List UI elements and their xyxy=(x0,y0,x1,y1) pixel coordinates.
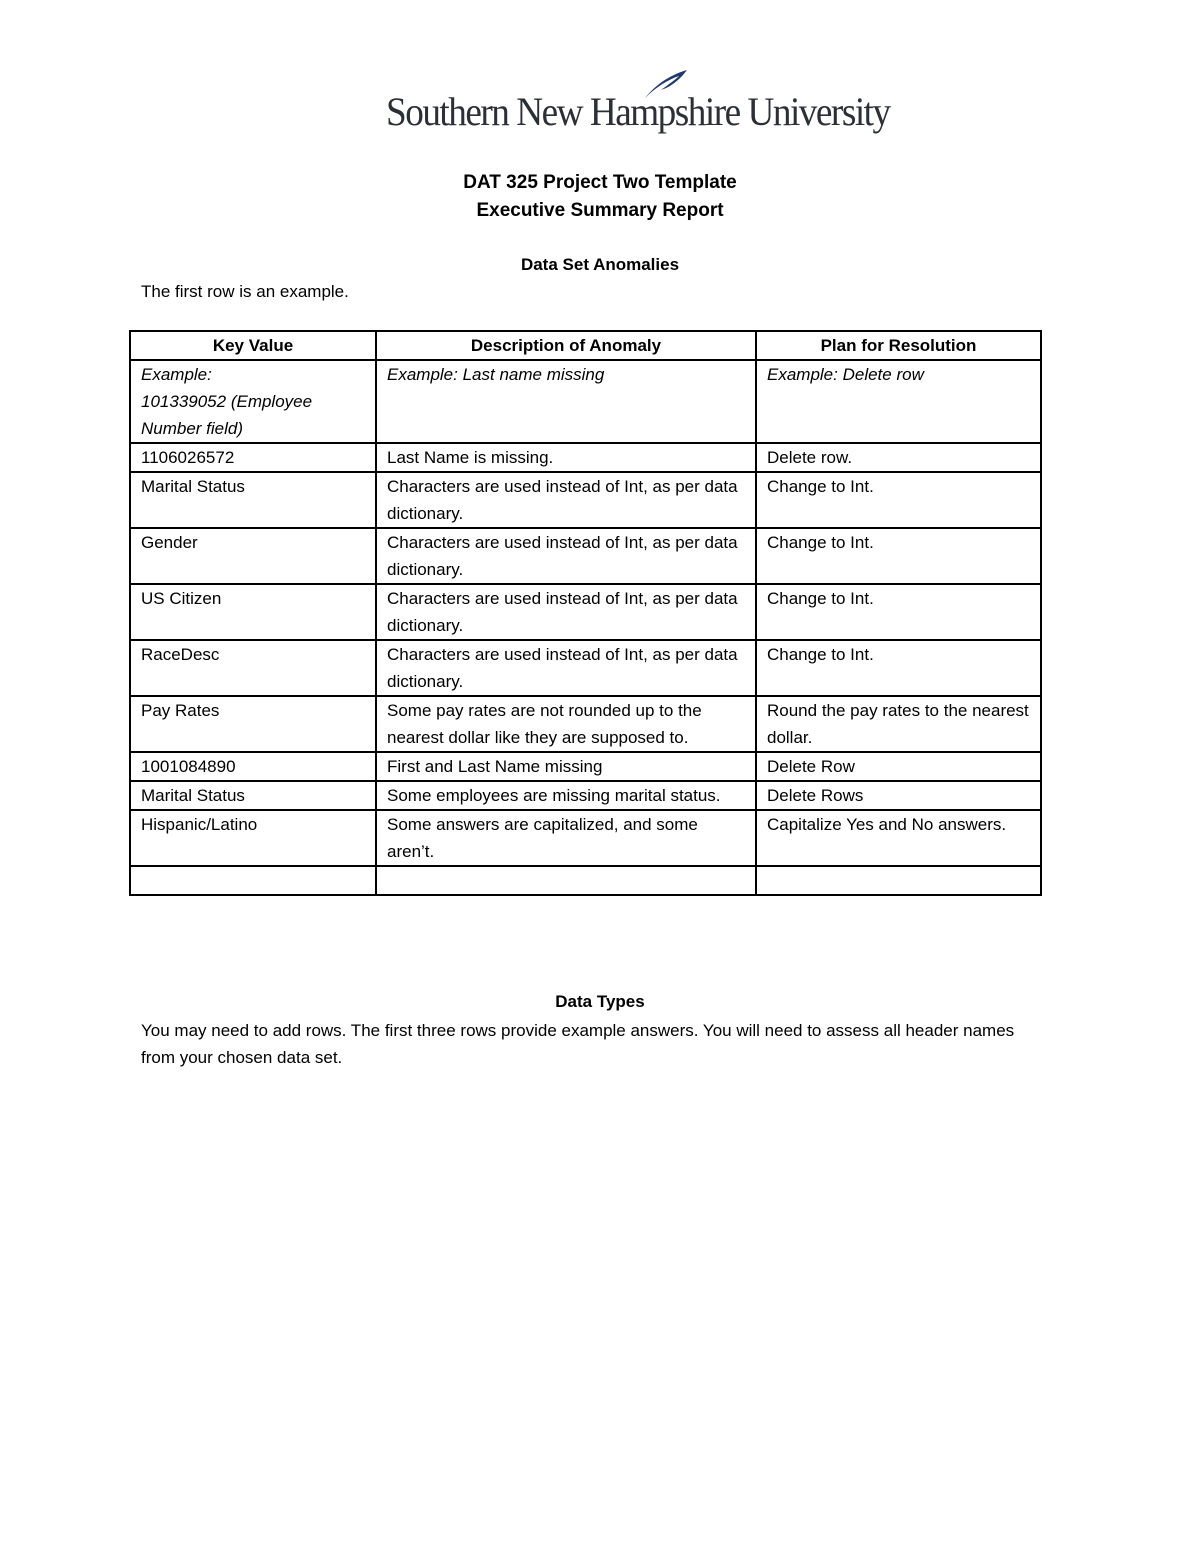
plan-cell: Change to Int. xyxy=(756,640,1041,696)
example-key-value: 101339052 (Employee Number field) xyxy=(141,392,313,438)
description-cell: Characters are used instead of Int, as per data dictionary. xyxy=(376,472,756,528)
plan-cell: Delete row. xyxy=(756,443,1041,472)
column-header-description: Description of Anomaly xyxy=(376,331,756,360)
plan-cell: Change to Int. xyxy=(756,472,1041,528)
key-value-cell: Gender xyxy=(130,528,376,584)
table-row xyxy=(130,584,1041,640)
plan-cell: Delete Rows xyxy=(756,781,1041,810)
table-row xyxy=(130,443,1041,472)
description-cell: Characters are used instead of Int, as per data dictionary. xyxy=(376,528,756,584)
anomalies-heading: Data Set Anomalies xyxy=(520,255,680,274)
document-title: DAT 325 Project Two Template xyxy=(463,172,737,193)
plan-cell: Change to Int. xyxy=(756,528,1041,584)
description-cell: Some pay rates are not rounded up to the nearest dollar like they are supposed to. xyxy=(376,696,756,752)
example-plan-cell: Example: Delete row xyxy=(756,360,1041,443)
empty-table-row xyxy=(130,866,1041,895)
description-cell: First and Last Name missing xyxy=(376,752,756,781)
example-key-label: Example: xyxy=(141,365,212,384)
table-row xyxy=(130,781,1041,810)
key-value-cell: Pay Rates xyxy=(130,696,376,752)
key-value-cell: RaceDesc xyxy=(130,640,376,696)
table-row xyxy=(130,810,1041,866)
anomalies-intro: The first row is an example. xyxy=(141,282,349,301)
table-row xyxy=(130,640,1041,696)
plan-cell: Change to Int. xyxy=(756,584,1041,640)
key-value-cell: 1001084890 xyxy=(130,752,376,781)
logo-wordmark: Southern New Hampshire University xyxy=(386,89,890,134)
data-types-heading: Data Types xyxy=(555,992,645,1011)
example-row xyxy=(130,360,1041,443)
empty-cell xyxy=(130,866,376,895)
table-row xyxy=(130,752,1041,781)
column-header-plan: Plan for Resolution xyxy=(756,331,1041,360)
key-value-cell: Marital Status xyxy=(130,781,376,810)
university-logo xyxy=(386,68,890,138)
description-cell: Characters are used instead of Int, as per data dictionary. xyxy=(376,584,756,640)
table-row xyxy=(130,696,1041,752)
table-row xyxy=(130,528,1041,584)
example-description-cell: Example: Last name missing xyxy=(376,360,756,443)
table-header-row xyxy=(130,331,1041,360)
description-cell: Last Name is missing. xyxy=(376,443,756,472)
description-cell: Characters are used instead of Int, as per data dictionary. xyxy=(376,640,756,696)
key-value-cell: US Citizen xyxy=(130,584,376,640)
data-types-intro: You may need to add rows. The first three rows provide example answers. You will need to assess all header names from your chosen data set. xyxy=(141,1021,1015,1067)
empty-cell xyxy=(756,866,1041,895)
table-row xyxy=(130,472,1041,528)
key-value-cell: Hispanic/Latino xyxy=(130,810,376,866)
plan-cell: Round the pay rates to the nearest dollar. xyxy=(756,696,1041,752)
description-cell: Some employees are missing marital status. xyxy=(376,781,756,810)
example-key-cell xyxy=(130,360,376,443)
key-value-cell: Marital Status xyxy=(130,472,376,528)
anomalies-table xyxy=(129,330,1042,896)
empty-cell xyxy=(376,866,756,895)
column-header-key-value: Key Value xyxy=(130,331,376,360)
plan-cell: Capitalize Yes and No answers. xyxy=(756,810,1041,866)
key-value-cell: 1106026572 xyxy=(130,443,376,472)
description-cell: Some answers are capitalized, and some aren’t. xyxy=(376,810,756,866)
document-subtitle: Executive Summary Report xyxy=(476,200,724,221)
plan-cell: Delete Row xyxy=(756,752,1041,781)
